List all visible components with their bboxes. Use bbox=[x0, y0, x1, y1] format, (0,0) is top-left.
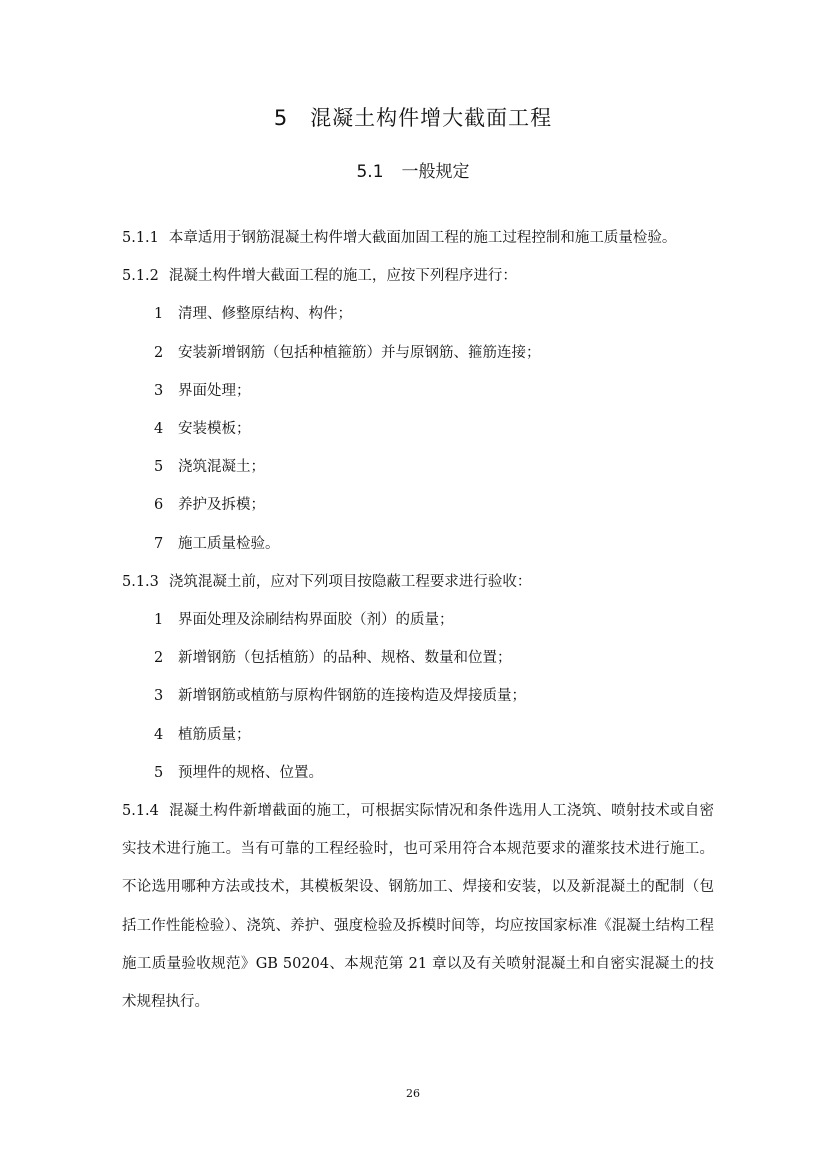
clause-number: 5.1.3 bbox=[122, 573, 159, 590]
item-number: 7 bbox=[154, 535, 164, 552]
item-text: 新增钢筋（包括植筋）的品种、规格、数量和位置； bbox=[178, 650, 512, 667]
list-item bbox=[122, 639, 714, 677]
item-number: 3 bbox=[154, 688, 164, 705]
item-text: 清理、修整原结构、构件； bbox=[178, 306, 352, 323]
list-item bbox=[122, 295, 714, 333]
chapter-number: 5 bbox=[273, 106, 289, 130]
clause-5-1-3 bbox=[122, 563, 714, 601]
clause-number: 5.1.2 bbox=[122, 268, 159, 285]
clause-text: 浇筑混凝土前，应对下列项目按隐蔽工程要求进行验收： bbox=[168, 573, 532, 590]
item-text: 浇筑混凝土； bbox=[178, 459, 265, 476]
list-item bbox=[122, 754, 714, 792]
list-item bbox=[122, 677, 714, 715]
item-number: 2 bbox=[154, 650, 164, 667]
list-item bbox=[122, 716, 714, 754]
item-text: 预埋件的规格、位置。 bbox=[178, 764, 323, 781]
section-title-text: 一般规定 bbox=[401, 162, 470, 182]
clause-5-1-2 bbox=[122, 257, 714, 295]
list-item bbox=[122, 448, 714, 486]
list-item bbox=[122, 486, 714, 524]
item-number: 6 bbox=[154, 497, 164, 514]
clause-5-1-1 bbox=[122, 219, 714, 257]
list-item bbox=[122, 372, 714, 410]
item-text: 植筋质量； bbox=[178, 726, 251, 743]
item-number: 4 bbox=[154, 421, 164, 438]
page-number: 26 bbox=[406, 1087, 420, 1100]
list-item bbox=[122, 601, 714, 639]
item-number: 1 bbox=[154, 306, 164, 323]
clause-number: 5.1.1 bbox=[122, 230, 159, 246]
item-text: 界面处理； bbox=[178, 382, 251, 399]
clause-number: 5.1.4 bbox=[122, 803, 159, 820]
item-number: 5 bbox=[154, 764, 164, 781]
item-text: 安装新增钢筋（包括种植箍筋）并与原钢筋、箍筋连接； bbox=[178, 344, 541, 361]
list-item bbox=[122, 525, 714, 563]
clause-text: 本章适用于钢筋混凝土构件增大截面加固工程的施工过程控制和施工质量检验。 bbox=[168, 230, 677, 246]
item-number: 1 bbox=[154, 612, 164, 629]
item-text: 界面处理及涂刷结构界面胶（剂）的质量； bbox=[178, 612, 454, 629]
document-body bbox=[122, 219, 714, 1021]
item-text: 新增钢筋或植筋与原构件钢筋的连接构造及焊接质量； bbox=[178, 688, 526, 705]
section-title bbox=[0, 158, 826, 186]
item-number: 3 bbox=[154, 382, 164, 399]
list-item bbox=[122, 410, 714, 448]
chapter-title bbox=[0, 103, 826, 133]
clause-text: 混凝土构件增大截面工程的施工，应按下列程序进行： bbox=[168, 268, 517, 285]
item-text: 施工质量检验。 bbox=[178, 535, 280, 552]
item-number: 5 bbox=[154, 459, 164, 476]
clause-5-1-4 bbox=[122, 792, 714, 1021]
item-text: 养护及拆模； bbox=[178, 497, 265, 514]
clause-text: 混凝土构件新增截面的施工，可根据实际情况和条件选用人工浇筑、喷射技术或自密实技术进行施工。当有可靠的工程经验时，也可采用符合本规范要求的灌浆技术进行施工。不论选用哪种方法或技术，其模板架设、钢筋加工、焊接和安装，以及新混凝土的配制（包括工作性能检验）、浇筑、养护、强度检验及拆模时间等，均应按国家标准《混凝土结构工程施工质量验收规范》GB 50204、本规范第 21 章以及有关喷射混凝土和自密实混凝土的技术规程执行。 bbox=[122, 803, 714, 1011]
section-number: 5.1 bbox=[356, 162, 384, 182]
list-item bbox=[122, 334, 714, 372]
item-text: 安装模板； bbox=[178, 421, 251, 438]
item-number: 2 bbox=[154, 344, 164, 361]
chapter-title-text: 混凝土构件增大截面工程 bbox=[310, 106, 553, 130]
item-number: 4 bbox=[154, 726, 164, 743]
